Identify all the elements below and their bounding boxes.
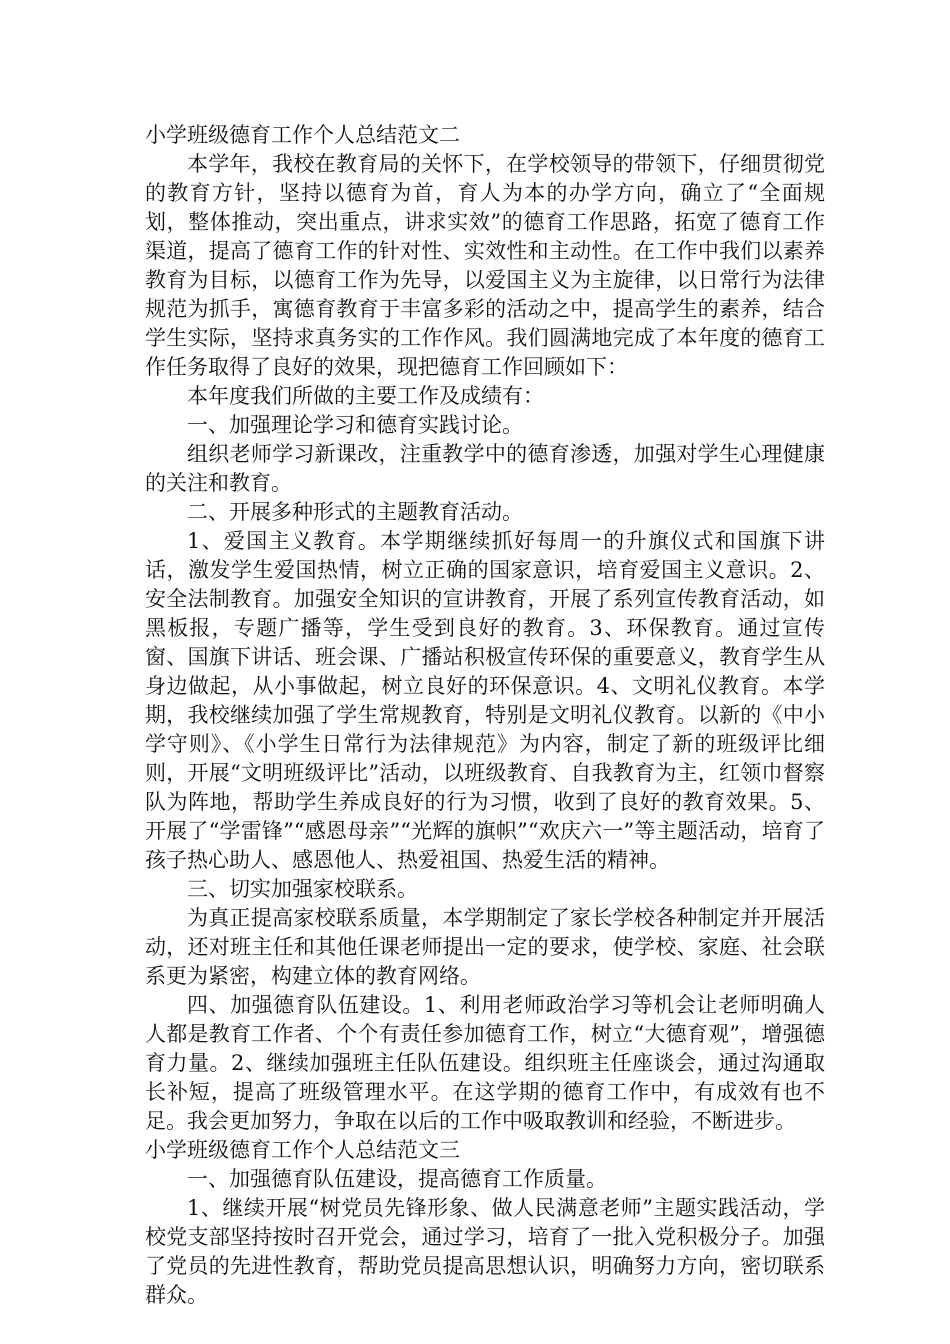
- paragraph: 四、加强德育队伍建设。1、利用老师政治学习等机会让老师明确人人都是教育工作者、个个有责任参加德育工作，树立“大德育观”，增强德育力量。2、继续加强班主任队伍建设。组织班主任座谈会，通过沟通取长补短，提高了班级管理水平。在这学期的德育工作中，有成效有也不足。我会更加努力，争取在以后的工作中吸取教训和经验，不断进步。: [145, 993, 825, 1133]
- paragraph: 本学年，我校在教育局的关怀下，在学校领导的带领下，仔细贯彻党的教育方针，坚持以德育为首，育人为本的办学方向，确立了“全面规划，整体推动，突出重点，讲求实效”的德育工作思路，拓宽了德育工作渠道，提高了德育工作的针对性、实效性和主动性。在工作中我们以素养教育为目标，以德育工作为先导，以爱国主义为主旋律，以日常行为法律规范为抓手，寓德育教育于丰富多彩的活动之中，提高学生的素养，结合学生实际，坚持求真务实的工作作风。我们圆满地完成了本年度的德育工作任务取得了良好的效果，现把德育工作回顾如下：: [145, 152, 825, 379]
- paragraph: 一、加强德育队伍建设，提高德育工作质量。: [187, 1167, 607, 1191]
- section-heading: 小学班级德育工作个人总结范文三: [145, 1138, 460, 1162]
- paragraph: 三、切实加强家校联系。: [187, 877, 418, 901]
- section-heading: 小学班级德育工作个人总结范文二: [145, 123, 460, 147]
- paragraph: 组织老师学习新课改，注重教学中的德育渗透，加强对学生心理健康的关注和教育。: [145, 442, 825, 495]
- paragraph: 1、爱国主义教育。本学期继续抓好每周一的升旗仪式和国旗下讲话，激发学生爱国热情，树立正确的国家意识，培育爱国主义意识。2、安全法制教育。加强安全知识的宣讲教育，开展了系列宣传教育活动，如黑板报，专题广播等，学生受到良好的教育。3、环保教育。通过宣传窗、国旗下讲话、班会课、广播站积极宣传环保的重要意义，教育学生从身边做起，从小事做起，树立良好的环保意识。4、文明礼仪教育。本学期，我校继续加强了学生常规教育，特别是文明礼仪教育。以新的《中小学守则》、《小学生日常行为法律规范》为内容，制定了新的班级评比细则，开展“文明班级评比”活动，以班级教育、自我教育为主，红领巾督察队为阵地，帮助学生养成良好的行为习惯，收到了良好的教育效果。5、开展了“学雷锋”“感恩母亲”“光辉的旗帜”“欢庆六一”等主题活动，培育了孩子热心助人、感恩他人、热爱祖国、热爱生活的精神。: [145, 529, 825, 872]
- document-body: [145, 121, 825, 1310]
- paragraph: 二、开展多种形式的主题教育活动。: [187, 500, 523, 524]
- paragraph: 本年度我们所做的主要工作及成绩有：: [187, 384, 544, 408]
- paragraph: 为真正提高家校联系质量，本学期制定了家长学校各种制定并开展活动，还对班主任和其他任课老师提出一定的要求，使学校、家庭、社会联系更为紧密，构建立体的教育网络。: [145, 906, 825, 988]
- paragraph: 一、加强理论学习和德育实践讨论。: [187, 413, 523, 437]
- paragraph: 1、继续开展“树党员先锋形象、做人民满意老师”主题实践活动，学校党支部坚持按时召开党会，通过学习，培育了一批入党积极分子。加强了党员的先进性教育，帮助党员提高思想认识，明确努力方向，密切联系群众。: [145, 1196, 825, 1307]
